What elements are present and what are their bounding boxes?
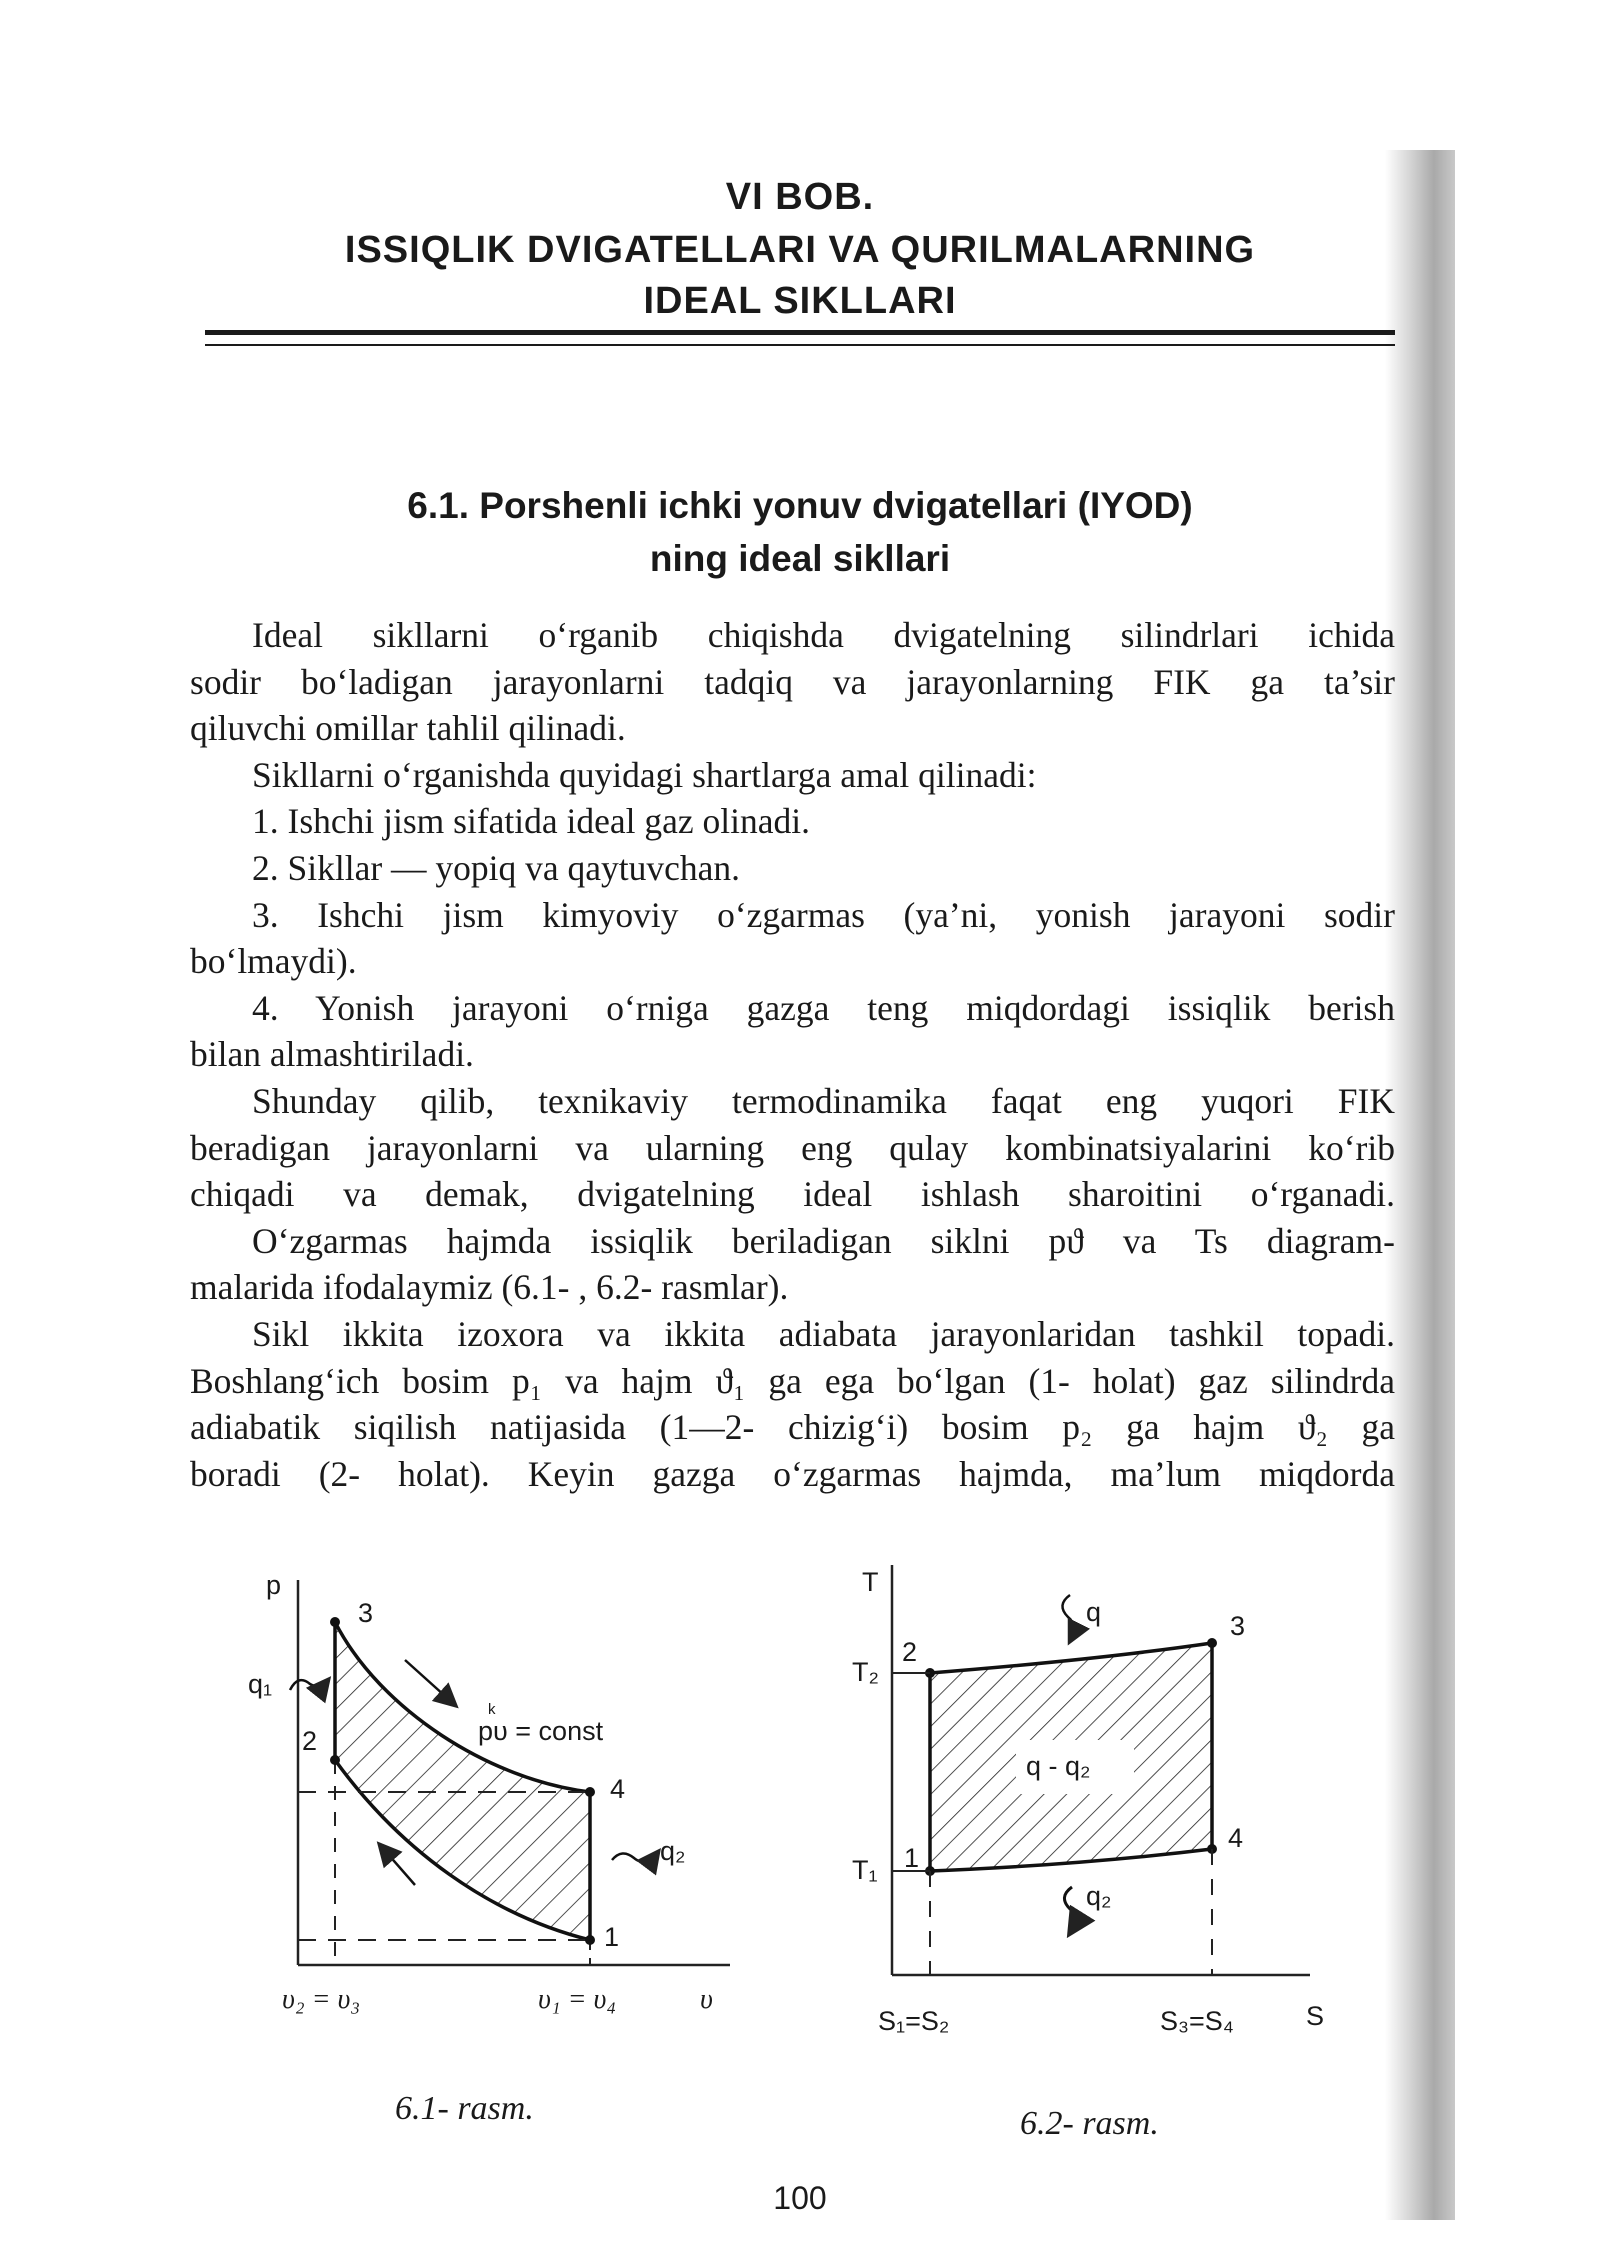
body-line: Boshlang‘ich bosim p₁ va hajm ϑ₁ ga ega bo‘lgan (1- holat) gaz silindrda xyxy=(190,1360,1395,1401)
curve-label: pυ = const xyxy=(478,1716,604,1746)
point-3-label: 3 xyxy=(1230,1611,1246,1641)
chapter-title-line1: ISSIQLIK DVIGATELLARI VA QURILMALARNING xyxy=(344,229,1256,271)
curve-label-exponent: k xyxy=(488,1701,496,1718)
point-2-label: 2 xyxy=(302,1726,318,1756)
page-number: 100 xyxy=(773,2180,827,2216)
v-axis-label: υ xyxy=(700,1984,713,2015)
heat-out-arrow xyxy=(1064,1887,1075,1933)
t2-label: T₂ xyxy=(852,1657,879,1687)
x-tick-left: υ₂ = υ₃ xyxy=(282,1984,361,2015)
chapter-number: VI BOB. xyxy=(725,176,875,218)
body-line: sodir bo‘ladigan jarayonlarni tadqiq va jarayonlarning FIK ga ta’sir xyxy=(190,661,1395,702)
body-line: O‘zgarmas hajmda issiqlik beriladigan siklni pϑ va Ts diagram- xyxy=(252,1220,1395,1261)
s-axis-label: S xyxy=(1306,2001,1325,2031)
body-line: Ideal sikllarni o‘rganib chiqishda dvigatelning silindrlari ichida xyxy=(252,615,1395,655)
body-line: 2. Sikllar — yopiq va qaytuvchan. xyxy=(252,847,741,888)
heat-in-label: q₁ xyxy=(248,1669,273,1699)
x-tick-right: υ₁ = υ₄ xyxy=(538,1984,617,2015)
p-axis-label: p xyxy=(266,1570,282,1600)
s-tick-left: S₁=S₂ xyxy=(878,2006,950,2036)
heading-rule-thick xyxy=(205,330,1395,335)
body-line: Sikllarni o‘rganishda quyidagi shartlarga amal qilinadi: xyxy=(252,754,1037,795)
area-label: q - q₂ xyxy=(1026,1751,1091,1781)
body-line: qiluvchi omillar tahlil qilinadi. xyxy=(190,708,626,749)
point-4 xyxy=(585,1787,595,1797)
point-3 xyxy=(1207,1638,1217,1648)
heat-out-arrow xyxy=(612,1852,658,1862)
body-line: beradigan jarayonlarni va ularning eng qulay kombinatsiyalarini ko‘rib xyxy=(190,1127,1395,1168)
body-line: bo‘lmaydi). xyxy=(190,941,357,982)
page-edge-shadow xyxy=(1385,150,1455,2220)
body-line: malarida ifodalaymiz (6.1- , 6.2- rasmlar). xyxy=(190,1267,789,1308)
point-1-label: 1 xyxy=(904,1843,920,1873)
body-line: adiabatik siqilish natijasida (1—2- chizig‘i) bosim p₂ ga hajm ϑ₂ ga xyxy=(190,1407,1395,1448)
compression-arrow xyxy=(380,1845,415,1885)
body-line: Sikl ikkita izoxora va ikkita adiabata jarayonlaridan tashkil topadi. xyxy=(252,1313,1395,1354)
body-line: chiqadi va demak, dvigatelning ideal ishlash sharoitini o‘rganadi. xyxy=(190,1174,1395,1215)
body-line: 1. Ishchi jism sifatida ideal gaz olinadi. xyxy=(252,801,810,842)
section-title-line1: 6.1. Porshenli ichki yonuv dvigatellari (IYOD) xyxy=(407,485,1193,526)
body-line: 3. Ishchi jism kimyoviy o‘zgarmas (ya’ni, yonish jarayoni sodir xyxy=(252,894,1395,935)
chapter-title-line2: IDEAL SIKLLARI xyxy=(643,280,957,322)
point-2 xyxy=(330,1755,340,1765)
heat-out-label: q₂ xyxy=(1086,1881,1112,1911)
body-line: Shunday qilib, texnikaviy termodinamika faqat eng yuqori FIK xyxy=(252,1080,1395,1121)
cycle-area xyxy=(335,1622,590,1940)
point-3 xyxy=(330,1617,340,1627)
body-line: bilan almashtiriladi. xyxy=(190,1034,474,1075)
expansion-arrow xyxy=(405,1660,455,1705)
body-text xyxy=(190,612,1395,1497)
figure-6-2-caption: 6.2- rasm. xyxy=(1020,2105,1159,2142)
t1-label: T₁ xyxy=(852,1855,878,1885)
point-1 xyxy=(585,1935,595,1945)
t-axis-label: T xyxy=(862,1567,879,1597)
point-2-label: 2 xyxy=(902,1637,918,1667)
s-tick-right: S₃=S₄ xyxy=(1160,2006,1234,2036)
heat-out-label: q₂ xyxy=(660,1836,686,1866)
ts-diagram xyxy=(830,1555,1350,2055)
heat-in-arrow xyxy=(1062,1595,1073,1641)
heading-rule-thin xyxy=(205,344,1395,346)
point-4-label: 4 xyxy=(610,1774,626,1804)
body-line: 4. Yonish jarayoni o‘rniga gazga teng miqdordagi issiqlik berish xyxy=(252,987,1395,1028)
body-line: boradi (2- holat). Keyin gazga o‘zgarmas hajmda, ma’lum miqdorda xyxy=(190,1453,1395,1494)
figure-6-1-caption: 6.1- rasm. xyxy=(395,2090,534,2127)
heat-in-arrow xyxy=(290,1680,328,1690)
point-3-label: 3 xyxy=(358,1598,374,1628)
heat-in-label: q xyxy=(1086,1597,1102,1627)
pv-diagram xyxy=(230,1560,750,2040)
point-4-label: 4 xyxy=(1228,1823,1244,1853)
point-1-label: 1 xyxy=(604,1922,620,1952)
section-title-line2: ning ideal sikllari xyxy=(649,538,951,579)
